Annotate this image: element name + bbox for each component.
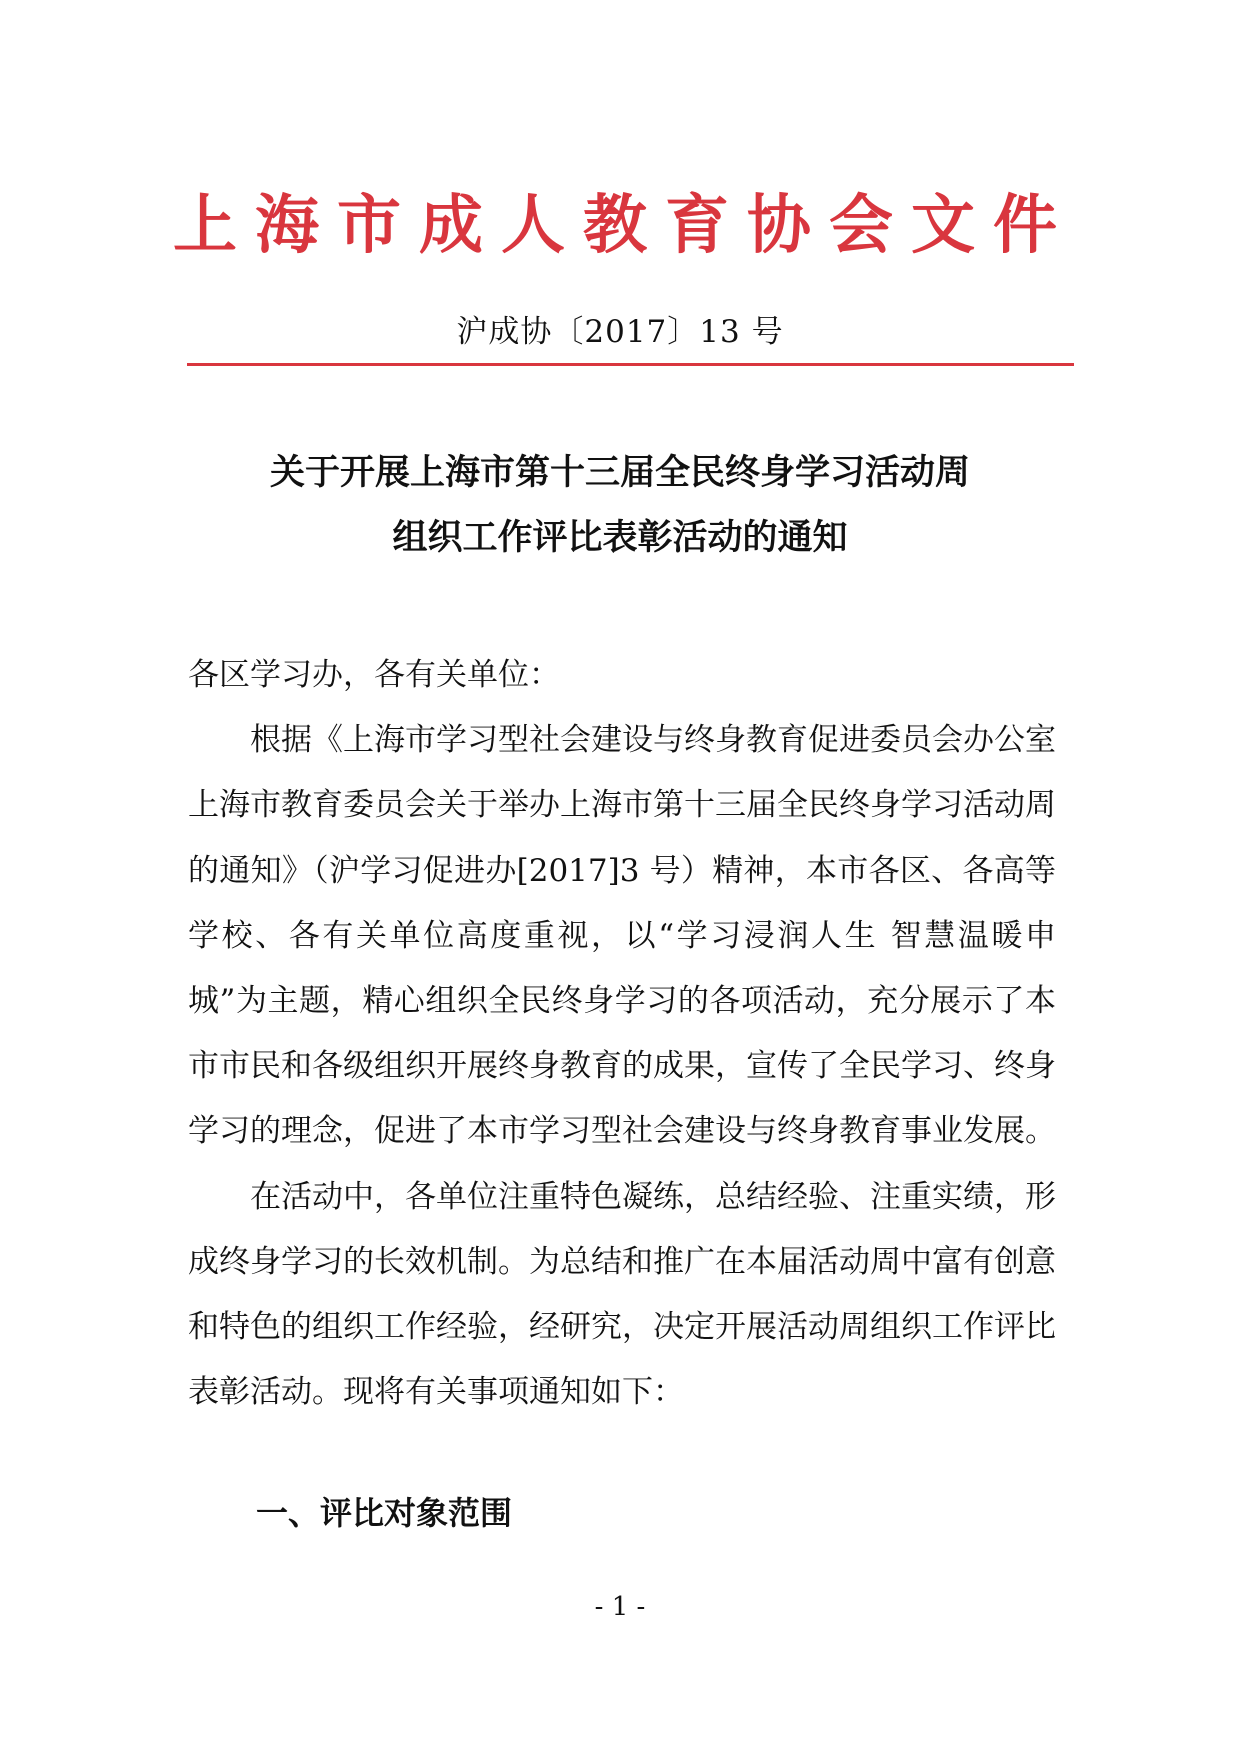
notice-title-line-2: 组织工作评比表彰活动的通知	[392, 518, 848, 558]
document-body	[188, 643, 1056, 1425]
document-number: 沪成协〔2017〕13 号	[456, 314, 784, 350]
body-paragraph-2: 在活动中，各单位注重特色凝练，总结经验、注重实绩，形成终身学习的长效机制。为总结和推广在本届活动周中富有创意和特色的组织工作经验，经研究，决定开展活动周组织工作评比表彰活动。现将有关事项通知如下：	[188, 1178, 1056, 1411]
body-paragraph-1: 根据《上海市学习型社会建设与终身教育促进委员会办公室上海市教育委员会关于举办上海市第十三届全民终身学习活动周的通知》（沪学习促进办[2017]3 号）精神，本市各区、各高等学校、各有关单位高度重视，以“学习浸润人生 智慧温暖申城”为主题，精心组织全民终身学习的各项活动，充分展示了本市市民和各级组织开展终身教育的成果，宣传了全民学习、终身学习的理念，促进了本市学习型社会建设与终身教育事业发展。	[188, 722, 1056, 1150]
salutation: 各区学习办，各有关单位：	[188, 657, 560, 693]
section-heading-1: 一、评比对象范围	[256, 1494, 513, 1532]
notice-title-line-1: 关于开展上海市第十三届全民终身学习活动周	[269, 453, 970, 493]
header-divider	[187, 363, 1074, 366]
document-header-title: 上海市成人教育协会文件	[173, 188, 1075, 263]
page-number: - 1 -	[594, 1592, 646, 1622]
